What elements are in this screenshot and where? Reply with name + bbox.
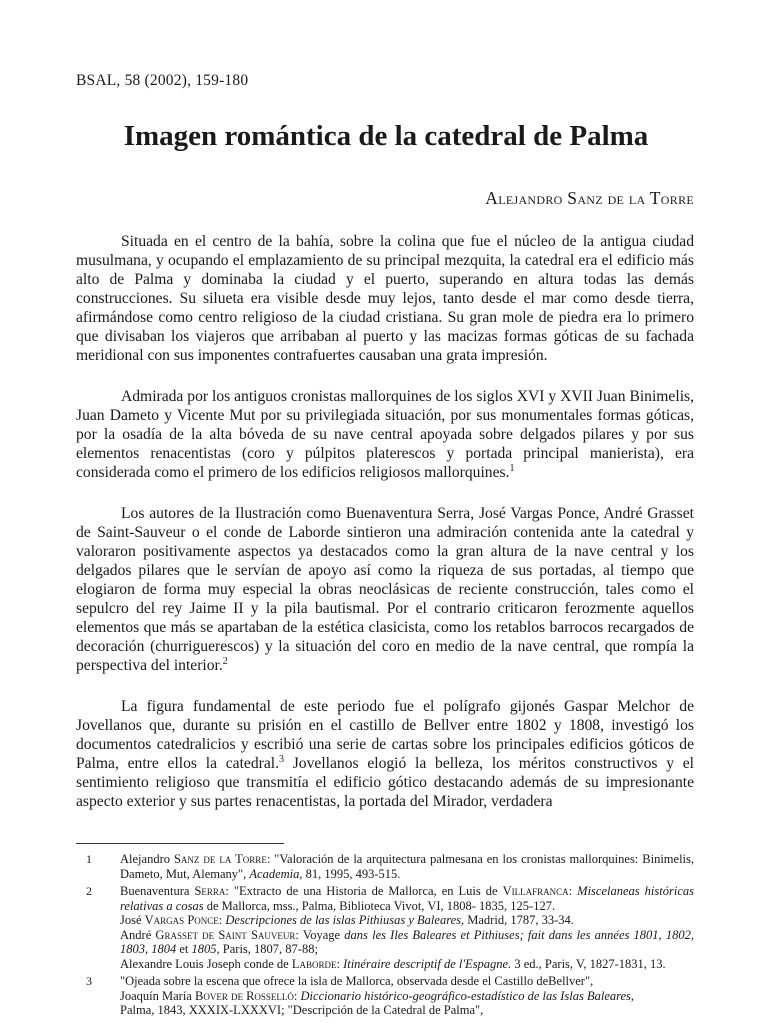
footnote-number: 3 bbox=[86, 974, 92, 988]
footnote-1: 1 Alejandro Sanz de la Torre: "Valoración de la arquitectura palmesana en los cronistas mallorquines: Binimelis, Dameto, Mut, Alemany", Academia, 81, 1995, 493-515. bbox=[86, 852, 695, 881]
footnote-ref-3: 3 bbox=[278, 753, 284, 765]
paragraph-4: La figura fundamental de este periodo fue el polígrafo gijonés Gaspar Melchor de Jovellanos que, durante su prisión en el castillo de Bellver entre 1802 y 1808, investigó los documentos catedralicios y escribió una serie de cartas sobre los principales edificios góticos de Palma, entre ellos la catedral.$^3$ Jovellanos elogió la belleza, los méritos constructivos y el sentimiento religioso que transmitía el edificio gótico destacando además de su impresionante aspecto exterior y sus partes renacentistas, la portada del Mirador, verdadera bbox=[76, 698, 695, 810]
footnote-divider bbox=[76, 843, 284, 844]
footnote-number: 1 bbox=[86, 852, 92, 866]
article-body bbox=[76, 232, 694, 833]
footnote-ref-2: 2 bbox=[222, 655, 228, 667]
footnote-number: 2 bbox=[86, 884, 92, 898]
footnote-2-entry-vargas: José Vargas Ponce: Descripciones de las islas Pithiusas y Baleares, Madrid, 1787, 33-34. bbox=[120, 913, 574, 927]
footnote-ref-1: 1 bbox=[509, 462, 515, 474]
paragraph-2: Admirada por los antiguos cronistas mallorquines de los siglos XVI y XVII Juan Binimelis, Juan Dameto y Vicente Mut por su privilegiada situación, por sus monumentales formas góticas, por la osadía de la alta bóveda de su nave central apoyada sobre delgados pilares y por sus elementos renacentistas (coro y púlpitos platerescos y portada principal manierista), era considerada como el primero de los edificios religiosos mallorquines.$^1$ bbox=[76, 388, 694, 481]
author-name: Alejandro Sanz de la Torre bbox=[485, 188, 694, 208]
footnote-2 bbox=[86, 884, 694, 971]
article-title: Imagen romántica de la catedral de Palma bbox=[123, 120, 649, 152]
footnotes bbox=[86, 852, 694, 1021]
footnote-2-entry-grasset: André Grasset de Saint Sauveur: Voyage dans les Iles Baleares et Pithiuses; fait dans les années 1801, 1802, 1803, 1804 et 1805, Paris, 1807, 87-88; bbox=[120, 927, 694, 956]
footnote-3: 3 "Ojeada sobre la escena que ofrece la isla de Mallorca, observada desde el Castillo deBellver", Joaquín María Bover de Rosselló: Diccionario histórico-geográfico-estadístico de las Islas Baleares, Palma, 1843, XXXIX-LXXXVI; "Descripción de la Catedral de Palma", bbox=[86, 974, 635, 1017]
footnote-2-entry-serra: Buenaventura Serra: "Extracto de una Historia de Mallorca, en Luis de Villafranca: Miscelaneas históricas relativas a cosas de Mallorca, mss., Palma, Biblioteca Vivot, VI, 1808- 1835, 125-127. bbox=[120, 884, 694, 913]
paragraph-1: Situada en el centro de la bahía, sobre la colina que fue el núcleo de la antigua ciudad musulmana, y ocupando el emplazamiento de su principal mezquita, la catedral era el edificio más alto de Palma y dominaba la ciudad y el puerto, superando en altura todas las demás construcciones. Su silueta era visible desde muy lejos, tanto desde el mar como desde tierra, afirmándose como centro religioso de la ciudad cristiana. Su gran mole de piedra era lo primero que divisaban los viajeros que arribaban al puerto y las macizas formas góticas de su fachada meridional con sus imponentes contrafuertes causaban una grata impresión. bbox=[76, 233, 694, 364]
paragraph-3: Los autores de la Ilustración como Buenaventura Serra, José Vargas Ponce, André Grasset de Saint-Sauveur o el conde de Laborde sintieron una admiración contenida ante la catedral y valoraron positivamente aspectos ya destacados como la gran altura de la nave central y los delgados pilares que le servían de apoyo así como la riqueza de sus portadas, al tiempo que elogiaron de forma muy especial la obras neoclásicas de reciente construcción, tales como el sepulcro del rey Jaime II y la pila bautismal. Por el contrario criticaron ferozmente aquellos elementos que más se apartaban de la estética clasicista, como los retablos barrocos recargados de decoración (churriguerescos) y la situación del coro en medio de la nave central, que rompía la perspectiva del interior.$^2$ bbox=[76, 505, 694, 674]
footnote-2-entry-laborde: Alexandre Louis Joseph conde de Laborde: Itinéraire descriptif de l'Espagne. 3 ed., Paris, V, 1827-1831, 13. bbox=[120, 956, 666, 971]
journal-reference: BSAL, 58 (2002), 159-180 bbox=[76, 72, 249, 89]
